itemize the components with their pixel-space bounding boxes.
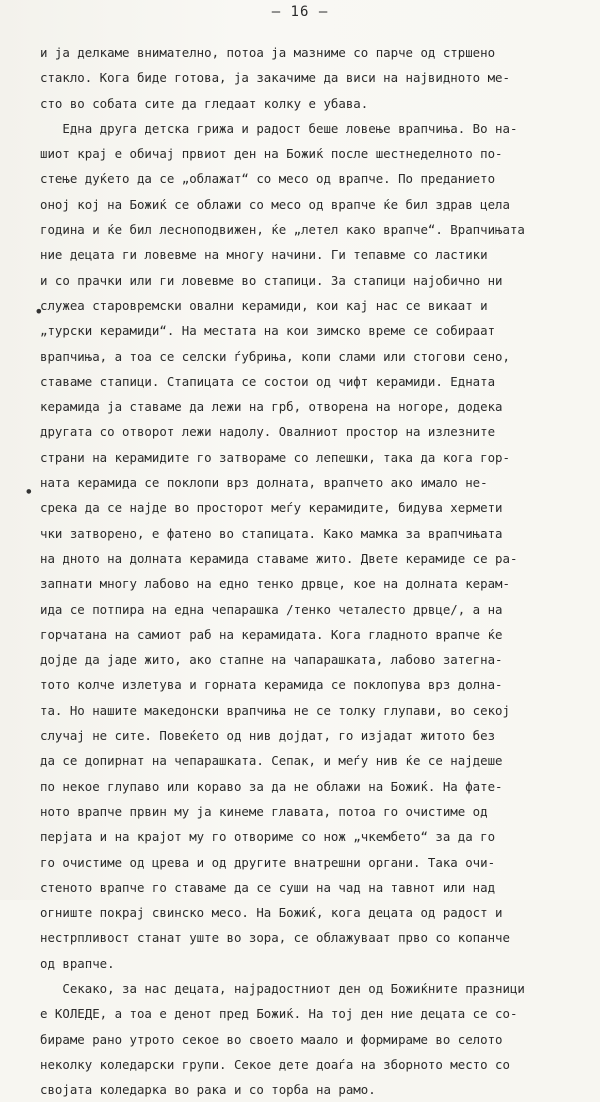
text-line: „турски керамиди“. На местата на кои зимско време се собираат: [40, 323, 496, 339]
text-line: да се допирнат на чепарашката. Сепак, и меѓу нив ќе се најдеше: [40, 753, 503, 769]
text-line: огниште покрај свинско месо. На Божиќ, кога децата од радост и: [40, 905, 503, 921]
text-line: ставаме стапици. Стапицата се состои од чифт керамиди. Едната: [40, 373, 496, 389]
text-line: чки затворено, е фатено во стапицата. Како мамка за врапчињата: [40, 525, 503, 541]
text-line: другата со отворот лежи надолу. Овалниот простор на излезните: [40, 424, 496, 440]
text-line: тото колче излетува и горната керамида се поклопува врз долна-: [40, 677, 503, 693]
text-line: го очистиме од црева и од другите внатрешни органи. Така очи-: [40, 854, 496, 870]
text-line: Секако, за нас децата, најрадостниот ден од Божиќните празници: [40, 980, 525, 996]
text-line: неколку коледарски групи. Секое дете доаѓа на зборното место со: [40, 1056, 510, 1072]
text-line: ното врапче првин му ја кинеме главата, потоа го очистиме од: [40, 803, 488, 819]
text-line: е КОЛЕДЕ, а тоа е денот пред Божиќ. На тој ден ние децата се со-: [40, 1006, 518, 1022]
text-line: Една друга детска грижа и радост беше ловење врапчиња. Во на-: [40, 120, 518, 136]
text-line: нестрпливост станат уште во зора, се облажуваат прво со копанче: [40, 930, 510, 946]
text-line: од врапче.: [40, 955, 115, 971]
text-line: својата коледарка во рака и со торба на рамо.: [40, 1082, 376, 1098]
text-line: перјата и на крајот му го отвориме со нож „чкембето“ за да го: [40, 829, 496, 845]
text-line: горчатана на самиот раб на керамидата. Кога гладното врапче ќе: [40, 626, 503, 642]
text-line: оној кој на Божиќ се облажи со месо од врапче ќе бил здрав цела: [40, 196, 510, 212]
text-line: служеа старовремски овални керамиди, кои кај нас се викаат и: [40, 297, 488, 313]
text-line: година и ќе бил лесноподвижен, ќе „летел како врапче“. Врапчињата: [40, 222, 525, 238]
margin-tick-mark: ∙: [24, 482, 34, 501]
text-line: шиот крај е обичај првиот ден на Божиќ после шестнеделното по-: [40, 146, 503, 162]
text-line: на дното на долната керамида ставаме жито. Двете керамиде се ра-: [40, 550, 518, 566]
text-line: керамида ја ставаме да лежи на грб, отворена на ногоре, додека: [40, 399, 503, 415]
text-line: случај не сите. Повеќето од нив дојдат, го изјадат житото без: [40, 728, 496, 744]
text-line: ние децата ги ловевме на многу начини. Ги тепавме со ластики: [40, 247, 488, 263]
text-line: срека да се најде во просторот меѓу керамидите, бидува хермети: [40, 500, 503, 516]
text-line: и ја делкаме внимателно, потоа ја мазниме со парче од стршено: [40, 45, 496, 60]
text-line: бираме рано утрото секое во своето маало и формираме во селото: [40, 1031, 503, 1047]
body-text: [40, 40, 568, 1102]
text-line: и со прачки или ги ловевме во стапици. За стапици најобично ни: [40, 272, 503, 288]
text-line: стење дуќето да се „облажат“ со месо од врапче. По преданието: [40, 171, 496, 187]
margin-dot-mark: •: [34, 302, 44, 321]
text-line: ида се потпира на една чепарашка /тенко четалесто дрвце/, а на: [40, 601, 503, 617]
text-line: та. Но нашите македонски врапчиња не се толку глупави, во секој: [40, 702, 510, 718]
text-line: стеното врапче го ставаме да се суши на чад на тавнот или над: [40, 879, 496, 895]
text-line: стакло. Кога биде готова, ја закачиме да виси на највидното ме-: [40, 70, 510, 86]
text-line: врапчиња, а тоа се селски ѓубриња, копи слами или стогови сено,: [40, 348, 510, 364]
text-line: по некое глупаво или кораво за да не облажи на Божиќ. На фате-: [40, 778, 503, 794]
text-line: сто во собата сите да гледаат колку е убава.: [40, 95, 369, 111]
text-line: дојде да јаде жито, ако стапне на чапарашката, лабово затегна-: [40, 652, 503, 668]
text-line: запнати многу лабово на едно тенко дрвце, кое на долната керам-: [40, 576, 510, 592]
text-line: ната керамида се поклопи врз долната, врапчето ако имало не-: [40, 475, 488, 491]
page-number: – 16 –: [271, 4, 329, 20]
text-line: страни на керамидите го затвораме со лепешки, така да кога гор-: [40, 449, 510, 465]
